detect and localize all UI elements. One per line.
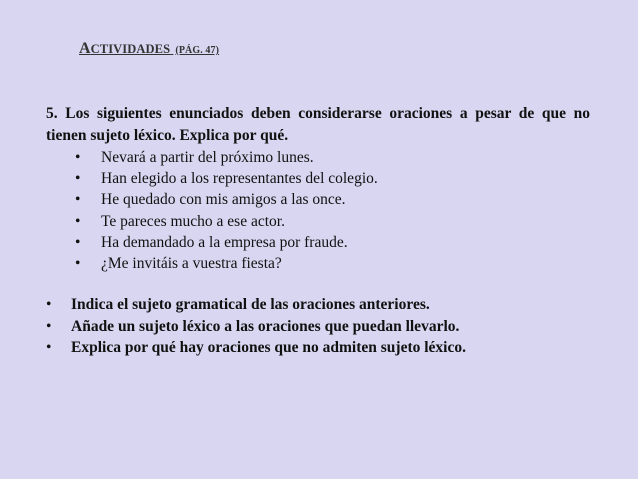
example-sentence-text: Nevará a partir del próximo lunes. (101, 149, 314, 166)
example-sentences-list (75, 147, 378, 274)
page-reference-rest: ÁG. 47) (185, 45, 220, 56)
example-sentence-text: Han elegido a los representantes del colegio. (101, 170, 378, 188)
example-sentence (75, 232, 378, 253)
task-text: Explica por qué hay oraciones que no admiten sujeto léxico. (71, 339, 466, 356)
bullet-icon: • (75, 170, 81, 188)
bullet-icon: • (75, 255, 81, 273)
question-text: 5. Los siguientes enunciados deben considerarse oraciones a pesar de que no tienen sujeto léxico. Explica por qué. (46, 105, 590, 144)
bullet-icon: • (75, 191, 81, 209)
example-sentence-text: Ha demandado a la empresa por fraude. (101, 233, 348, 251)
example-sentence (75, 168, 378, 189)
page-reference (175, 45, 219, 56)
title-initial: A (79, 40, 91, 57)
example-sentence-text: He quedado con mis amigos a las once. (101, 191, 346, 209)
bullet-icon: • (46, 296, 52, 313)
task-list (46, 294, 466, 359)
title-rest: CTIVIDADES (90, 42, 171, 56)
bullet-icon: • (46, 339, 52, 356)
task-text: Añade un sujeto léxico a las oraciones que puedan llevarlo. (71, 317, 460, 335)
slide-title (79, 40, 219, 58)
task-text: Indica el sujeto gramatical de las oraciones anteriores. (71, 296, 430, 313)
page-reference-open: (P (175, 45, 186, 56)
bullet-icon: • (75, 149, 81, 166)
task-item (46, 337, 466, 359)
bullet-icon: • (75, 233, 81, 251)
example-sentence (75, 189, 378, 210)
example-sentence (75, 253, 378, 274)
example-sentence (75, 147, 378, 168)
bullet-icon: • (75, 212, 81, 230)
example-sentence-text: Te pareces mucho a ese actor. (101, 212, 285, 230)
task-item (46, 316, 466, 338)
task-item (46, 294, 466, 316)
bullet-icon: • (46, 317, 52, 335)
example-sentence (75, 211, 378, 232)
example-sentence-text: ¿Me invitáis a vuestra fiesta? (101, 255, 282, 273)
